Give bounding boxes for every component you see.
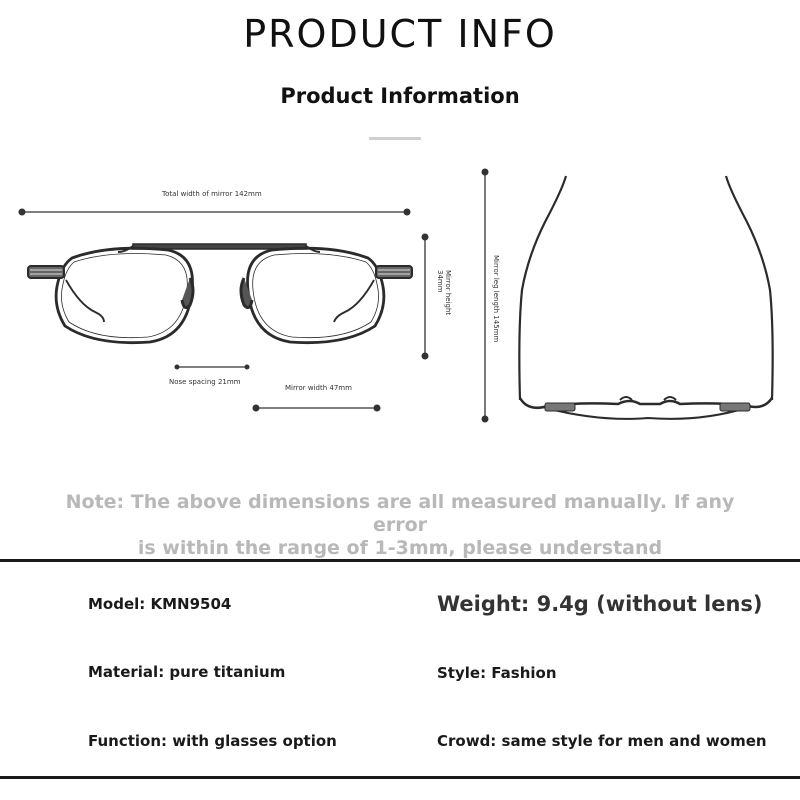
measurement-note xyxy=(40,491,760,560)
glasses-front-view xyxy=(28,244,412,343)
mirror-width-dimension-line xyxy=(253,405,380,411)
total-width-label: Total width of mirror 142mm xyxy=(162,190,262,198)
specs-top-rule xyxy=(0,559,800,562)
spec-crowd: Crowd: same style for men and women xyxy=(437,732,767,750)
mirror-height-dimension-line xyxy=(422,234,428,359)
glasses-top-view xyxy=(519,176,772,419)
spec-material: Material: pure titanium xyxy=(88,663,286,681)
page-title: PRODUCT INFO xyxy=(243,12,557,56)
mirror-height-label: Mirror height 34mm xyxy=(436,270,452,316)
leg-length-label: Mirror leg length 145mm xyxy=(492,255,500,343)
note-line-2: is within the range of 1-3mm, please understand xyxy=(137,537,663,559)
nose-spacing-dimension-line xyxy=(175,365,249,369)
spec-style: Style: Fashion xyxy=(437,664,557,682)
mirror-width-label: Mirror width 47mm xyxy=(285,384,352,392)
spec-function: Function: with glasses option xyxy=(88,732,337,750)
leg-length-dimension-line xyxy=(482,169,488,422)
nose-spacing-label: Nose spacing 21mm xyxy=(169,378,241,386)
note-line-1: Note: The above dimensions are all measured manually. If any error xyxy=(65,491,735,536)
total-width-dimension-line xyxy=(19,209,410,215)
spec-model: Model: KMN9504 xyxy=(88,595,232,613)
spec-weight: Weight: 9.4g (without lens) xyxy=(437,592,763,616)
specs-bottom-rule xyxy=(0,776,800,779)
page-subtitle: Product Information xyxy=(280,84,520,108)
